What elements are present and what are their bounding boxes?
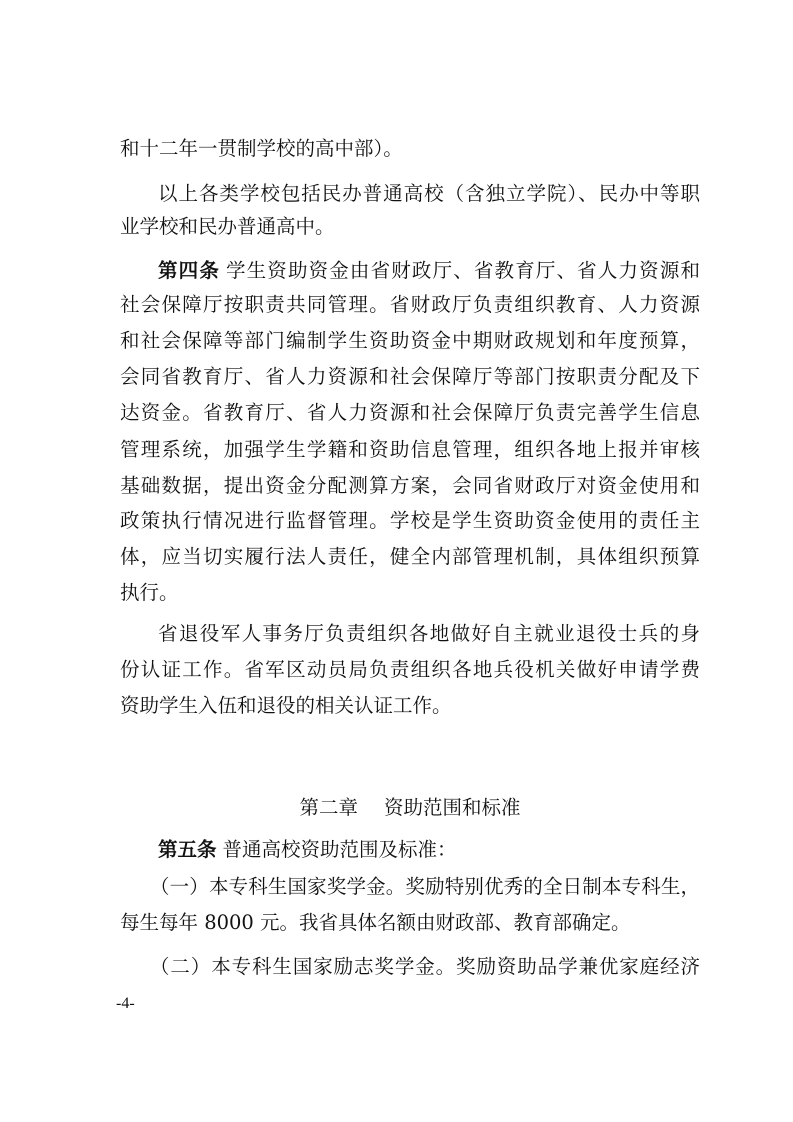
paragraph-line: 基础数据，提出资金分配测算方案，会同省财政厅对资金使用和 [120, 474, 700, 497]
paragraph-line: 社会保障厅按职责共同管理。省财政厅负责组织教育、人力资源 [120, 293, 700, 316]
chapter-number: 第二章 [299, 796, 358, 819]
page-number: -4- [116, 995, 135, 1012]
article-four-label: 第四条 [158, 259, 220, 282]
paragraph-line: 执行。 [120, 581, 179, 604]
paragraph-line: 资助学生入伍和退役的相关认证工作。 [120, 694, 452, 717]
paragraph-line: 每生每年 8000 元。我省具体名额由财政部、教育部确定。 [120, 911, 631, 934]
article-five-first-line [158, 838, 700, 862]
chapter-title: 资助范围和标准 [384, 796, 521, 819]
paragraph-line: 政策执行情况进行监督管理。学校是学生资助资金使用的责任主 [120, 509, 700, 532]
article-four-text: 学生资助资金由省财政厅、省教育厅、省人力资源和 [225, 259, 700, 282]
paragraph-line: 业学校和民办普通高中。 [120, 215, 335, 238]
paragraph-line: 会同省教育厅、省人力资源和社会保障厅等部门按职责分配及下 [120, 365, 700, 388]
paragraph-line: （一）本专科生国家奖学金。奖励特别优秀的全日制本专科生， [150, 875, 700, 898]
chapter-heading [120, 796, 700, 820]
article-four-first-line [158, 259, 700, 283]
paragraph-line: 达资金。省教育厅、省人力资源和社会保障厅负责完善学生信息 [120, 401, 700, 424]
paragraph-line: 省退役军人事务厅负责组织各地做好自主就业退役士兵的身 [158, 622, 700, 645]
paragraph-line: 和十二年一贯制学校的高中部）。 [120, 137, 403, 160]
article-five-text: 普通高校资助范围及标准： [222, 838, 457, 861]
paragraph-line: 以上各类学校包括民办普通高校（含独立学院）、民办中等职 [158, 182, 700, 205]
paragraph-line: 和社会保障等部门编制学生资助资金中期财政规划和年度预算， [120, 329, 700, 352]
paragraph-line: （二）本专科生国家励志奖学金。奖励资助品学兼优家庭经济 [150, 955, 700, 978]
paragraph-line: 管理系统，加强学生学籍和资助信息管理，组织各地上报并审核 [120, 438, 700, 461]
paragraph-line: 份认证工作。省军区动员局负责组织各地兵役机关做好申请学费 [120, 658, 700, 681]
paragraph-line: 体，应当切实履行法人责任，健全内部管理机制，具体组织预算 [120, 545, 700, 568]
article-five-label: 第五条 [158, 838, 217, 861]
